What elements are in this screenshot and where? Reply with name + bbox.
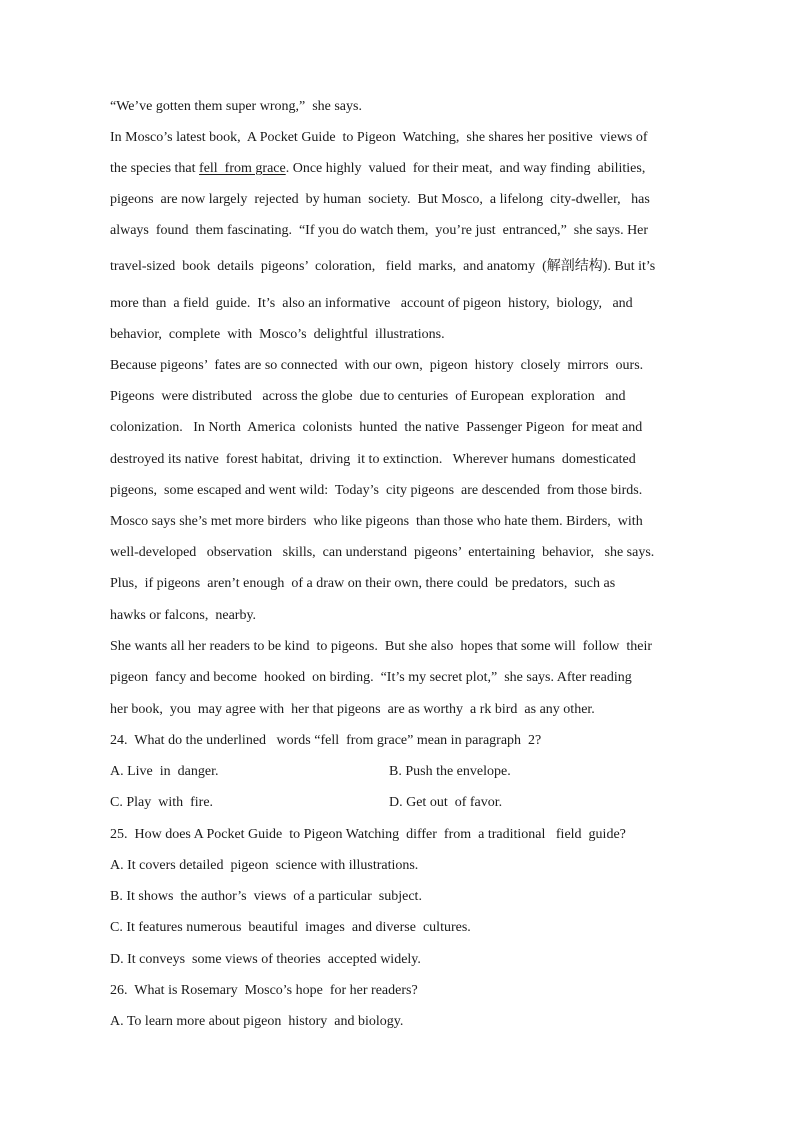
- paragraph-line: Pigeons were distributed across the globe due to centuries of European exploration and: [110, 389, 626, 404]
- answer-option: D. It conveys some views of theories accepted widely.: [110, 952, 421, 967]
- paragraph-line: always found them fascinating. “If you do watch them, you’re just entranced,” she says. Her: [110, 223, 649, 238]
- answer-option: C. Play with fire.: [110, 795, 214, 810]
- paragraph-line: colonization. In North America colonists hunted the native Passenger Pigeon for meat and: [110, 420, 643, 435]
- paragraph-line: She wants all her readers to be kind to pigeons. But she also hopes that some will follow their: [110, 639, 653, 654]
- paragraph-line: In Mosco’s latest book, A Pocket Guide to Pigeon Watching, she shares her positive views of: [110, 130, 648, 145]
- text-run: . Once highly valued for their meat, and way finding abilities,: [285, 161, 646, 176]
- paragraph-line: behavior, complete with Mosco’s delightful illustrations.: [110, 327, 445, 342]
- question-stem: 24. What do the underlined words “fell from grace” mean in paragraph 2?: [110, 733, 542, 748]
- paragraph-line: pigeons are now largely rejected by human society. But Mosco, a lifelong city-dweller, has: [110, 192, 650, 207]
- paragraph-line: destroyed its native forest habitat, driving it to extinction. Wherever humans domesticated: [110, 452, 636, 467]
- answer-option: A. Live in danger.: [110, 764, 219, 779]
- paragraph-line: more than a field guide. It’s also an informative account of pigeon history, biology, and: [110, 296, 633, 311]
- question-stem: 26. What is Rosemary Mosco’s hope for her readers?: [110, 983, 418, 998]
- answer-option: D. Get out of favor.: [389, 795, 503, 810]
- answer-option: B. Push the envelope.: [389, 764, 511, 779]
- paragraph-line: well-developed observation skills, can understand pigeons’ entertaining behavior, she says.: [110, 545, 655, 560]
- quote-line: “We’ve gotten them super wrong,” she says.: [110, 99, 362, 114]
- answer-option: A. It covers detailed pigeon science with illustrations.: [110, 858, 419, 873]
- paragraph-line: Plus, if pigeons aren’t enough of a draw on their own, there could be predators, such as: [110, 576, 616, 591]
- paragraph-line: her book, you may agree with her that pigeons are as worthy a rk bird as any other.: [110, 702, 595, 717]
- underlined-phrase: fell from grace: [199, 161, 286, 176]
- answer-option: C. It features numerous beautiful images and diverse cultures.: [110, 920, 471, 935]
- paragraph-line: Because pigeons’ fates are so connected with our own, pigeon history closely mirrors ours.: [110, 358, 644, 373]
- answer-option: A. To learn more about pigeon history and biology.: [110, 1014, 404, 1029]
- text-run: the species that: [110, 161, 200, 176]
- paragraph-line: pigeons, some escaped and went wild: Today’s city pigeons are descended from those birds.: [110, 483, 643, 498]
- paragraph-line: pigeon fancy and become hooked on birding. “It’s my secret plot,” she says. After reading: [110, 670, 632, 685]
- paragraph-line: [110, 160, 645, 178]
- paragraph-line: travel-sized book details pigeons’ coloration, field marks, and anatomy (解剖结构). But it’s: [110, 259, 656, 274]
- answer-option: B. It shows the author’s views of a particular subject.: [110, 889, 422, 904]
- paragraph-line: Mosco says she’s met more birders who like pigeons than those who hate them. Birders, with: [110, 514, 643, 529]
- paragraph-line: hawks or falcons, nearby.: [110, 608, 257, 623]
- question-stem: 25. How does A Pocket Guide to Pigeon Watching differ from a traditional field guide?: [110, 827, 626, 842]
